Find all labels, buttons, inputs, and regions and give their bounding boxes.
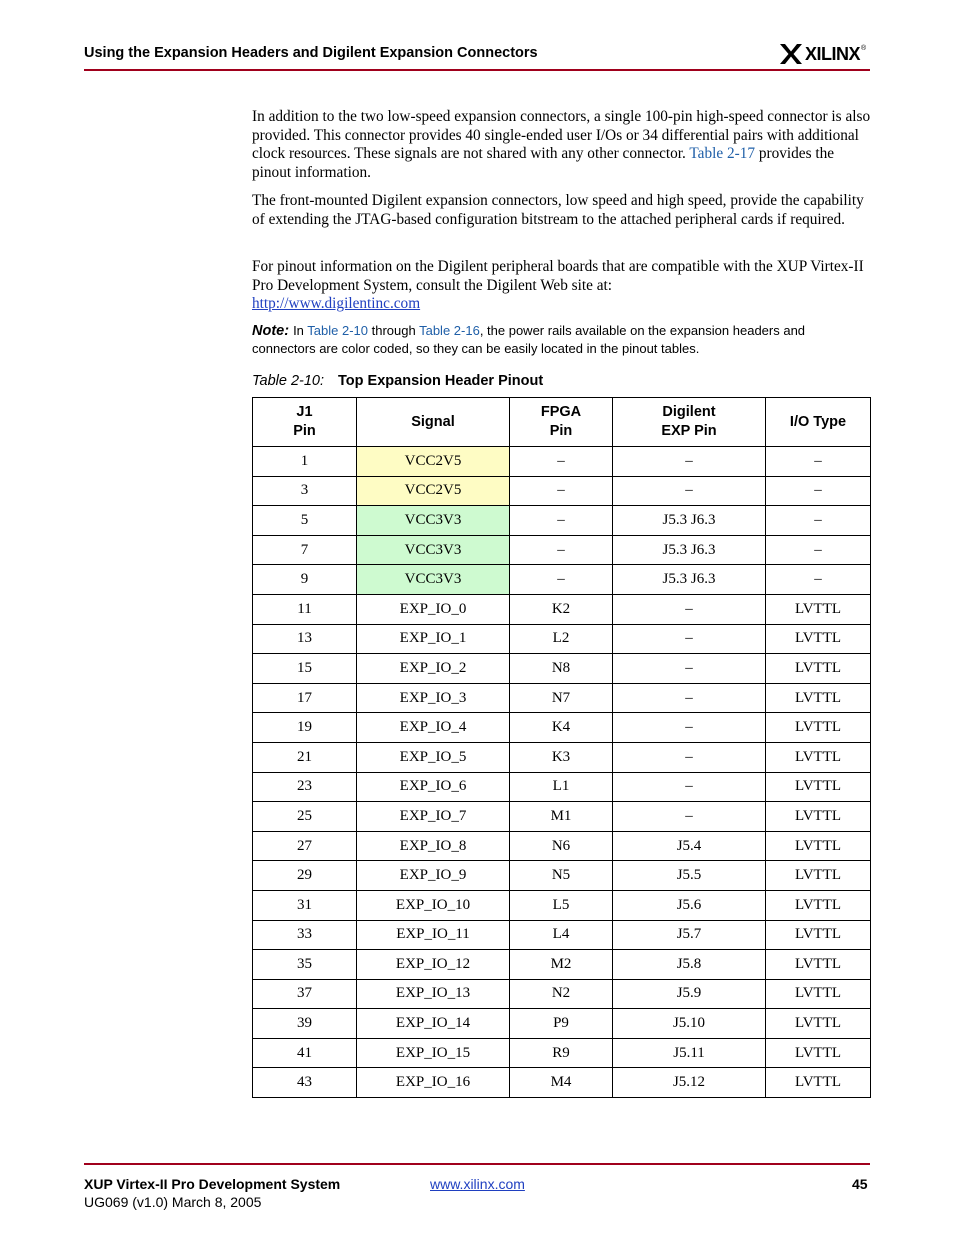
col-header-j1-pin: [253, 398, 357, 447]
io-type-cell: LVTTL: [766, 742, 871, 772]
table-row: [253, 447, 871, 477]
table-row: [253, 950, 871, 980]
pin-cell: 19: [253, 713, 357, 743]
footer-doc-title: XUP Virtex-II Pro Development System: [84, 1176, 341, 1192]
table-row: [253, 890, 871, 920]
note-text: through: [368, 323, 420, 338]
table-row: [253, 624, 871, 654]
fpga-pin-cell: R9: [510, 1038, 613, 1068]
table-row: [253, 476, 871, 506]
table-row: [253, 683, 871, 713]
footer-doc-id: UG069 (v1.0) March 8, 2005: [84, 1194, 262, 1210]
fpga-pin-cell: N5: [510, 861, 613, 891]
exp-pin-cell: –: [613, 713, 766, 743]
table-row: [253, 802, 871, 832]
table-2-16-link[interactable]: Table 2-16: [419, 323, 480, 338]
io-type-cell: LVTTL: [766, 802, 871, 832]
signal-cell: VCC2V5: [357, 447, 510, 477]
col-header-digilent-exp-pin: [613, 398, 766, 447]
header-line: J1: [296, 404, 313, 420]
io-type-cell: LVTTL: [766, 831, 871, 861]
io-type-cell: LVTTL: [766, 713, 871, 743]
fpga-pin-cell: K4: [510, 713, 613, 743]
exp-pin-cell: J5.7: [613, 920, 766, 950]
fpga-pin-cell: M1: [510, 802, 613, 832]
paragraph-pinout-info: [252, 258, 872, 314]
exp-pin-cell: –: [613, 594, 766, 624]
table-row: [253, 594, 871, 624]
exp-pin-cell: J5.11: [613, 1038, 766, 1068]
table-header-row: [253, 398, 871, 447]
table-body: [253, 447, 871, 1098]
signal-cell: EXP_IO_0: [357, 594, 510, 624]
exp-pin-cell: J5.6: [613, 890, 766, 920]
exp-pin-cell: J5.10: [613, 1009, 766, 1039]
fpga-pin-cell: L5: [510, 890, 613, 920]
note-label: Note:: [252, 323, 290, 339]
pin-cell: 1: [253, 447, 357, 477]
fpga-pin-cell: L4: [510, 920, 613, 950]
header-line: FPGA: [540, 404, 582, 420]
io-type-cell: LVTTL: [766, 594, 871, 624]
pin-cell: 3: [253, 476, 357, 506]
fpga-pin-cell: L2: [510, 624, 613, 654]
io-type-cell: LVTTL: [766, 890, 871, 920]
fpga-pin-cell: –: [510, 565, 613, 595]
pin-cell: 37: [253, 979, 357, 1009]
exp-pin-cell: J5.3 J6.3: [613, 565, 766, 595]
exp-pin-cell: –: [613, 742, 766, 772]
table-row: [253, 654, 871, 684]
note-text: , the power rails available on the expansion headers and connectors are color coded, so they can be easily located in the pinout tables.: [252, 323, 806, 356]
table-row: [253, 742, 871, 772]
fpga-pin-cell: –: [510, 506, 613, 536]
io-type-cell: LVTTL: [766, 920, 871, 950]
fpga-pin-cell: K3: [510, 742, 613, 772]
io-type-cell: LVTTL: [766, 772, 871, 802]
exp-pin-cell: –: [613, 802, 766, 832]
pinout-table: [252, 397, 871, 1098]
table-row: [253, 1038, 871, 1068]
footer-rule: [84, 1163, 870, 1165]
pin-cell: 23: [253, 772, 357, 802]
pin-cell: 25: [253, 802, 357, 832]
pin-cell: 21: [253, 742, 357, 772]
pin-cell: 9: [253, 565, 357, 595]
header-rule: [84, 69, 870, 71]
header-line: EXP Pin: [661, 423, 717, 439]
signal-cell: EXP_IO_2: [357, 654, 510, 684]
io-type-cell: LVTTL: [766, 1068, 871, 1098]
signal-cell: VCC3V3: [357, 506, 510, 536]
exp-pin-cell: –: [613, 654, 766, 684]
fpga-pin-cell: K2: [510, 594, 613, 624]
signal-cell: EXP_IO_5: [357, 742, 510, 772]
io-type-cell: –: [766, 447, 871, 477]
exp-pin-cell: J5.4: [613, 831, 766, 861]
exp-pin-cell: J5.3 J6.3: [613, 535, 766, 565]
fpga-pin-cell: M2: [510, 950, 613, 980]
table-caption-number: Table 2-10:: [252, 373, 325, 389]
signal-cell: EXP_IO_9: [357, 861, 510, 891]
pin-cell: 5: [253, 506, 357, 536]
io-type-cell: –: [766, 476, 871, 506]
io-type-cell: LVTTL: [766, 861, 871, 891]
fpga-pin-cell: –: [510, 447, 613, 477]
signal-cell: EXP_IO_3: [357, 683, 510, 713]
exp-pin-cell: J5.3 J6.3: [613, 506, 766, 536]
signal-cell: EXP_IO_13: [357, 979, 510, 1009]
header-line: I/O Type: [789, 413, 847, 430]
xilinx-logo: [780, 40, 866, 68]
pin-cell: 33: [253, 920, 357, 950]
pin-cell: 41: [253, 1038, 357, 1068]
table-2-17-link[interactable]: Table 2-17: [689, 145, 756, 163]
col-header-io-type: [766, 398, 871, 447]
table-row: [253, 535, 871, 565]
exp-pin-cell: –: [613, 772, 766, 802]
pin-cell: 7: [253, 535, 357, 565]
col-header-signal: [357, 398, 510, 447]
xilinx-x-logo-icon: [780, 44, 802, 64]
fpga-pin-cell: M4: [510, 1068, 613, 1098]
paragraph-text: For pinout information on the Digilent peripheral boards that are compatible with the XUP Virtex-II Pro Development System, consult the Digilent Web site at:: [252, 258, 864, 294]
pin-cell: 13: [253, 624, 357, 654]
paragraph-high-speed-connector: [252, 108, 872, 182]
fpga-pin-cell: N7: [510, 683, 613, 713]
signal-cell: EXP_IO_16: [357, 1068, 510, 1098]
io-type-cell: LVTTL: [766, 950, 871, 980]
io-type-cell: LVTTL: [766, 654, 871, 684]
table-row: [253, 1009, 871, 1039]
header-line: Pin: [549, 423, 573, 439]
fpga-pin-cell: –: [510, 535, 613, 565]
signal-cell: EXP_IO_14: [357, 1009, 510, 1039]
exp-pin-cell: –: [613, 683, 766, 713]
io-type-cell: LVTTL: [766, 683, 871, 713]
table-caption: [252, 373, 543, 389]
pin-cell: 31: [253, 890, 357, 920]
pin-cell: 15: [253, 654, 357, 684]
table-row: [253, 979, 871, 1009]
table-row: [253, 831, 871, 861]
pin-cell: 35: [253, 950, 357, 980]
signal-cell: EXP_IO_1: [357, 624, 510, 654]
footer-url-link[interactable]: www.xilinx.com: [430, 1176, 525, 1192]
signal-cell: EXP_IO_8: [357, 831, 510, 861]
exp-pin-cell: J5.9: [613, 979, 766, 1009]
io-type-cell: –: [766, 565, 871, 595]
fpga-pin-cell: N8: [510, 654, 613, 684]
fpga-pin-cell: –: [510, 476, 613, 506]
pin-cell: 39: [253, 1009, 357, 1039]
signal-cell: VCC3V3: [357, 535, 510, 565]
table-row: [253, 920, 871, 950]
pin-cell: 43: [253, 1068, 357, 1098]
pin-cell: 27: [253, 831, 357, 861]
io-type-cell: –: [766, 506, 871, 536]
table-row: [253, 861, 871, 891]
io-type-cell: LVTTL: [766, 1038, 871, 1068]
page-number: 45: [852, 1176, 868, 1192]
exp-pin-cell: J5.5: [613, 861, 766, 891]
note: [252, 322, 872, 357]
io-type-cell: LVTTL: [766, 624, 871, 654]
signal-cell: EXP_IO_10: [357, 890, 510, 920]
fpga-pin-cell: P9: [510, 1009, 613, 1039]
fpga-pin-cell: N6: [510, 831, 613, 861]
exp-pin-cell: –: [613, 476, 766, 506]
pin-cell: 29: [253, 861, 357, 891]
exp-pin-cell: J5.8: [613, 950, 766, 980]
pin-cell: 17: [253, 683, 357, 713]
exp-pin-cell: –: [613, 447, 766, 477]
registered-mark: ®: [861, 44, 867, 52]
signal-cell: EXP_IO_11: [357, 920, 510, 950]
io-type-cell: –: [766, 535, 871, 565]
table-2-10-link[interactable]: Table 2-10: [307, 323, 368, 338]
header-line: Pin: [293, 423, 316, 439]
table-row: [253, 506, 871, 536]
exp-pin-cell: J5.12: [613, 1068, 766, 1098]
table-row: [253, 713, 871, 743]
signal-cell: EXP_IO_15: [357, 1038, 510, 1068]
exp-pin-cell: –: [613, 624, 766, 654]
signal-cell: EXP_IO_4: [357, 713, 510, 743]
table-row: [253, 772, 871, 802]
fpga-pin-cell: L1: [510, 772, 613, 802]
signal-cell: VCC3V3: [357, 565, 510, 595]
note-text: In: [293, 323, 308, 338]
paragraph-digilent-jtag: The front-mounted Digilent expansion connectors, low speed and high speed, provide the capability of extending the JTAG-based configuration bitstream to the attached peripheral cards if required.: [252, 192, 864, 228]
digilent-url-link[interactable]: http://www.digilentinc.com: [252, 295, 421, 313]
signal-cell: VCC2V5: [357, 476, 510, 506]
col-header-fpga-pin: [510, 398, 613, 447]
signal-cell: EXP_IO_7: [357, 802, 510, 832]
running-header-title: Using the Expansion Headers and Digilent Expansion Connectors: [84, 45, 538, 61]
header-line: Signal: [411, 413, 455, 430]
header-line: Digilent: [662, 404, 716, 420]
signal-cell: EXP_IO_12: [357, 950, 510, 980]
table-row: [253, 1068, 871, 1098]
pin-cell: 11: [253, 594, 357, 624]
io-type-cell: LVTTL: [766, 1009, 871, 1039]
table-caption-title: Top Expansion Header Pinout: [338, 373, 544, 389]
paragraph-text: provides the pinout information.: [252, 145, 835, 181]
fpga-pin-cell: N2: [510, 979, 613, 1009]
logo-wordmark: XILINX: [805, 43, 861, 64]
table-row: [253, 565, 871, 595]
paragraph-text: In addition to the two low-speed expansion connectors, a single 100-pin high-speed connector is also provided. This connector provides 40 single-ended user I/Os or 34 differential pairs with additional clock resources. These signals are not shared with any other connector.: [252, 108, 871, 163]
io-type-cell: LVTTL: [766, 979, 871, 1009]
signal-cell: EXP_IO_6: [357, 772, 510, 802]
